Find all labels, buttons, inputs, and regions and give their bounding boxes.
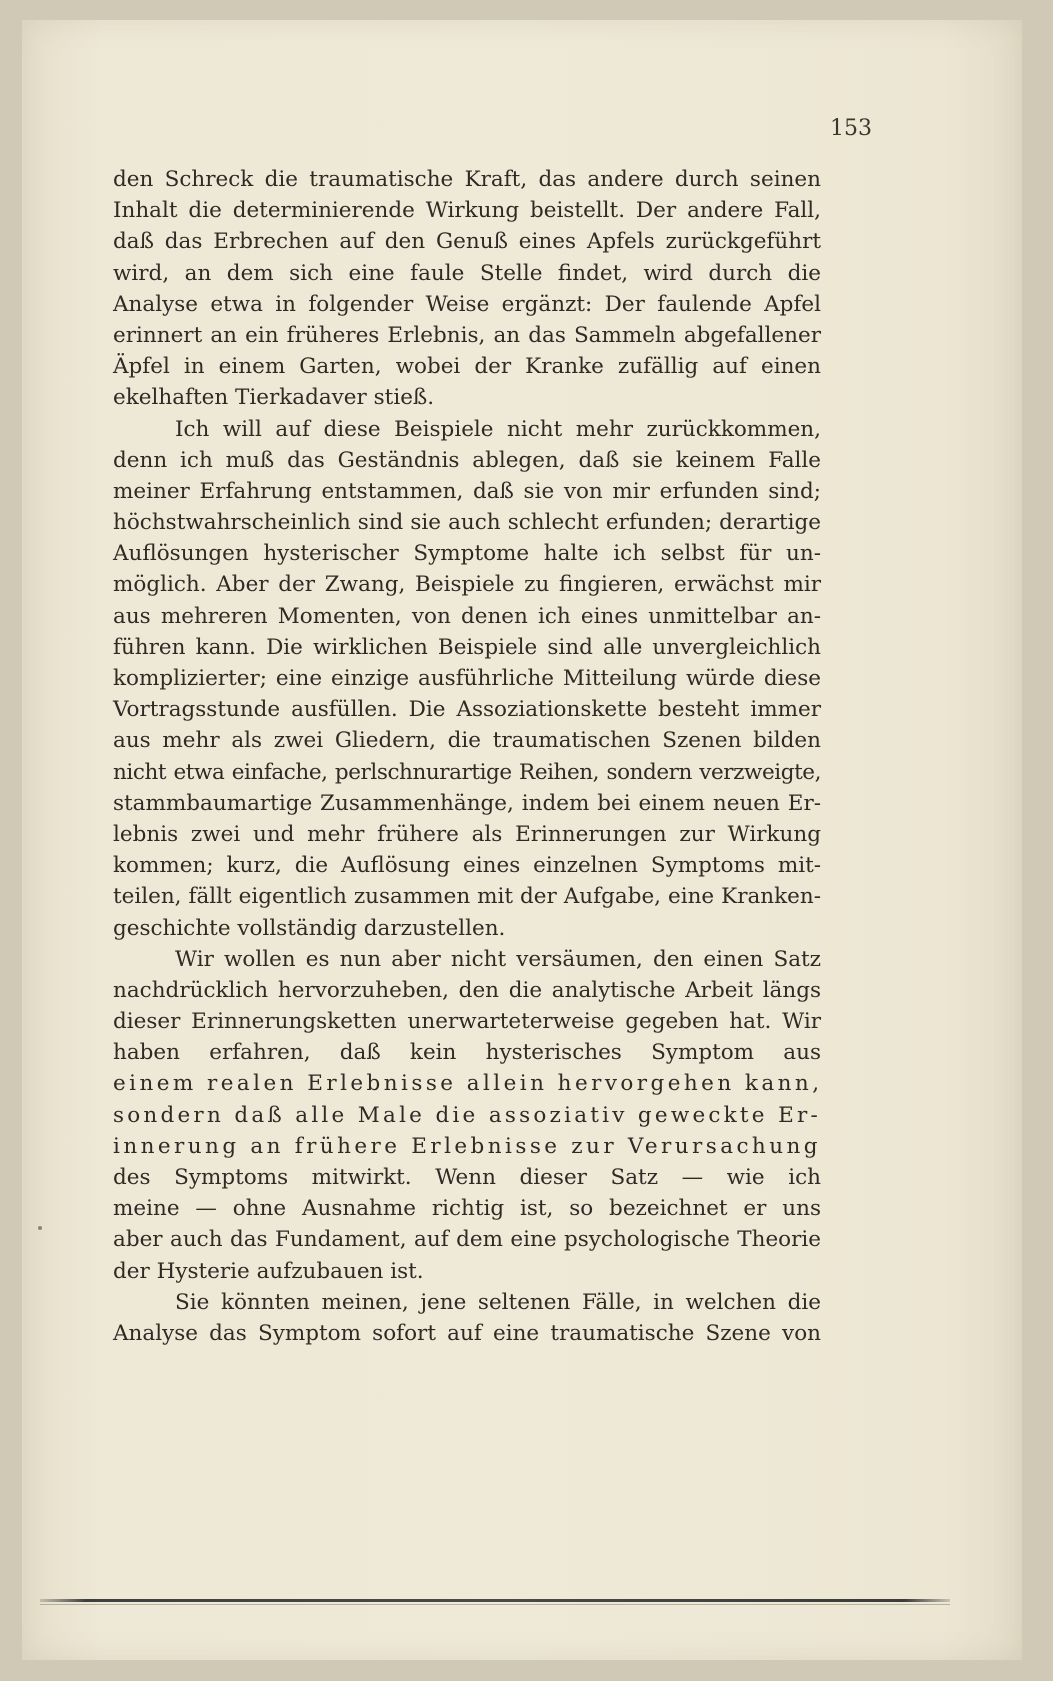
text-line: den Schreck die traumatische Kraft, das andere durch seinen xyxy=(113,167,821,192)
text-line: komplizierter; eine einzige ausführliche Mitteilung würde diese xyxy=(113,666,821,691)
text-line: denn ich muß das Geständnis ablegen, daß sie keinem Falle xyxy=(113,447,821,473)
text-line: erinnert an ein früheres Erlebnis, an das Sammeln abgefallener xyxy=(113,322,821,348)
text-line: dieser Erinnerungsketten unerwarteterweise gegeben hat. Wir xyxy=(113,1009,821,1035)
body-text xyxy=(113,164,821,1349)
text-line: des Symptoms mitwirkt. Wenn dieser Satz — wie ich xyxy=(113,1165,821,1190)
text-line: einem realen Erlebnisse allein hervorgehen kann, xyxy=(113,1071,823,1097)
text-line: nicht etwa einfache, perlschnurartige Reihen, sondern verzweigte, xyxy=(113,759,821,785)
text-line: Ich will auf diese Beispiele nicht mehr zurückkommen, xyxy=(175,416,821,442)
text-line: meiner Erfahrung entstammen, daß sie von mir erfunden sind; xyxy=(113,478,821,504)
margin-speck xyxy=(38,1226,42,1230)
text-line: aus mehr als zwei Gliedern, die traumatischen Szenen bilden xyxy=(113,728,821,754)
text-line: aus mehreren Momenten, von denen ich eines unmittelbar an- xyxy=(113,603,821,629)
text-line: meine — ohne Ausnahme richtig ist, so bezeichnet er uns xyxy=(113,1196,821,1222)
text-line: Vortragsstunde ausfüllen. Die Assoziationskette besteht immer xyxy=(113,697,821,723)
text-line: aber auch das Fundament, auf dem eine psychologische Theorie xyxy=(113,1227,821,1253)
text-line: geschichte vollständig darzustellen. xyxy=(113,915,506,941)
text-line: innerung an frühere Erlebnisse zur Verursachung xyxy=(113,1133,821,1159)
text-line: stammbaumartige Zusammenhänge, indem bei einem neuen Er- xyxy=(113,790,821,816)
text-line: ekelhaften Tierkadaver stieß. xyxy=(113,385,435,411)
text-line: kommen; kurz, die Auflösung eines einzelnen Symptoms mit- xyxy=(113,853,821,879)
text-line: höchstwahrscheinlich sind sie auch schlecht erfunden; derartige xyxy=(113,510,821,536)
text-line: nachdrücklich hervorzuheben, den die analytische Arbeit längs xyxy=(113,977,821,1003)
text-line: führen kann. Die wirklichen Beispiele sind alle unvergleichlich xyxy=(113,634,821,660)
text-line: Auflösungen hysterischer Symptome halte ich selbst für un- xyxy=(113,541,821,567)
text-line: Analyse das Symptom sofort auf eine traumatische Szene von xyxy=(113,1320,821,1346)
bottom-rule xyxy=(40,1599,950,1602)
text-line: der Hysterie aufzubauen ist. xyxy=(113,1258,424,1284)
text-line: Wir wollen es nun aber nicht versäumen, den einen Satz xyxy=(175,946,821,972)
text-line: lebnis zwei und mehr frühere als Erinnerungen zur Wirkung xyxy=(113,821,821,847)
text-line: Sie könnten meinen, jene seltenen Fälle, in welchen die xyxy=(175,1289,821,1315)
text-line: möglich. Aber der Zwang, Beispiele zu fingieren, erwächst mir xyxy=(113,572,821,598)
text-line: Inhalt die determinierende Wirkung beistellt. Der andere Fall, xyxy=(113,198,821,224)
page-number: 153 xyxy=(830,116,872,141)
text-line: sondern daß alle Male die assoziativ geweckte Er- xyxy=(113,1102,821,1128)
text-line: teilen, fällt eigentlich zusammen mit der Aufgabe, eine Kranken- xyxy=(113,884,821,910)
text-line: haben erfahren, daß kein hysterisches Symptom aus xyxy=(113,1040,821,1066)
text-line: wird, an dem sich eine faule Stelle findet, wird durch die xyxy=(113,260,821,286)
text-line: Analyse etwa in folgender Weise ergänzt: Der faulende Apfel xyxy=(113,291,821,317)
text-line: Äpfel in einem Garten, wobei der Kranke zufällig auf einen xyxy=(113,354,821,380)
text-line: daß das Erbrechen auf den Genuß eines Apfels zurückgeführt xyxy=(113,229,821,255)
bottom-rule-secondary xyxy=(40,1604,950,1605)
